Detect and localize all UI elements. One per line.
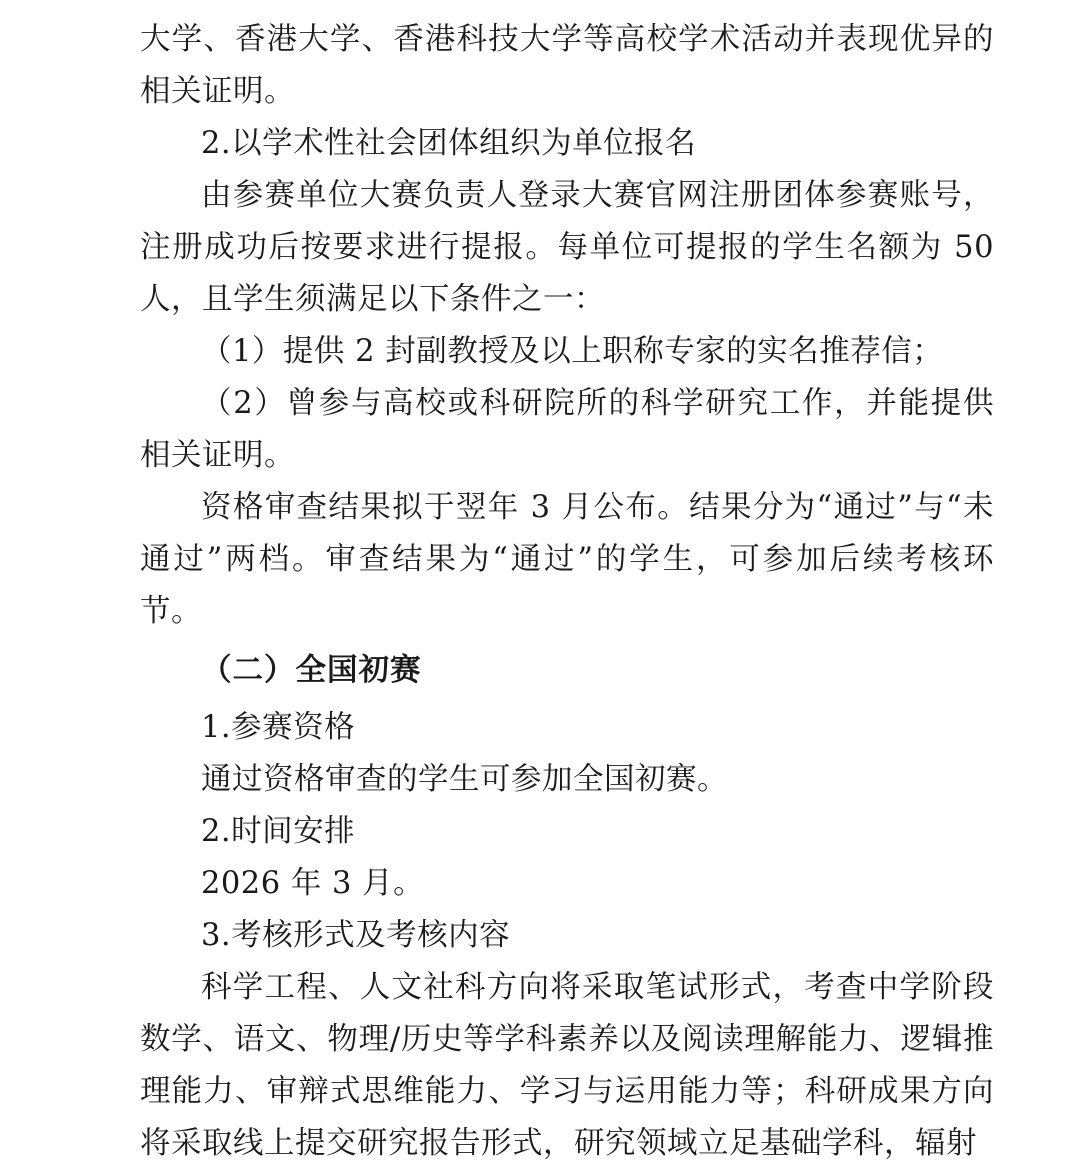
paragraph-condition-2: （2）曾参与高校或科研院所的科学研究工作，并能提供相关证明。: [140, 386, 994, 473]
paragraph-item-1-eligibility-title: 1.参赛资格: [201, 710, 356, 745]
paragraph-eligibility-detail: 通过资格审查的学生可参加全国初赛。: [201, 762, 728, 797]
document-body: [140, 14, 1005, 1170]
paragraph-assessment-detail: 科学工程、人文社科方向将采取笔试形式，考查中学阶段数学、语文、物理/历史等学科素养以及阅读理解能力、逻辑推理能力、审辩式思维能力、学习与运用能力等；科研成果方向将采取线上提交研究报告形式，研究领域立足基础学科，辐射: [140, 970, 994, 1161]
paragraph-continuation-universities: 大学、香港大学、香港科技大学等高校学术活动并表现优异的相关证明。: [140, 22, 994, 109]
paragraph-item-2-schedule-title: 2.时间安排: [201, 814, 356, 849]
paragraph-qualification-result: 资格审查结果拟于翌年 3 月公布。结果分为“通过”与“未通过”两档。审查结果为“通过”的学生，可参加后续考核环节。: [140, 490, 994, 629]
paragraph-condition-1: （1）提供 2 封副教授及以上职称专家的实名推荐信；: [201, 334, 944, 369]
paragraph-item-2-registration: 2.以学术性社会团体组织为单位报名: [201, 126, 697, 161]
heading-section-2-national-preliminary: （二）全国初赛: [201, 652, 422, 688]
paragraph-item-3-assessment-title: 3.考核形式及考核内容: [201, 918, 511, 953]
paragraph-schedule-detail: 2026 年 3 月。: [201, 866, 425, 901]
paragraph-registration-detail: 由参赛单位大赛负责人登录大赛官网注册团体参赛账号，注册成功后按要求进行提报。每单位可提报的学生名额为 50 人，且学生须满足以下条件之一：: [140, 178, 1005, 317]
